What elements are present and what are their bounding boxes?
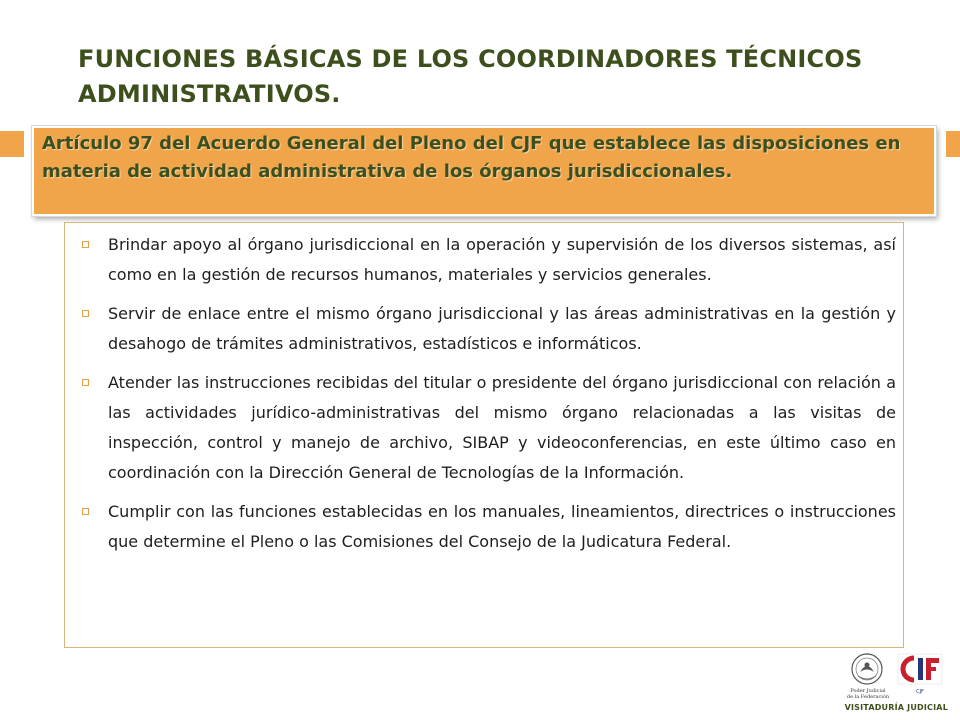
bullet-item [76,368,896,488]
bullet-text: Atender las instrucciones recibidas del titular o presidente del órgano jurisdiccional con relación a las actividades jurídico-administrativas del mismo órgano relacionadas a las visitas de inspección, control y manejo de archivo, SIBAP y videoconferencias, en este último caso en coordinación con la Dirección General de Tecnologías de la Información. [108,373,896,482]
square-bullet-icon [82,310,89,317]
bullet-item [76,230,896,290]
footer-label: VISITADURÍA JUDICIAL [844,703,948,712]
subtitle-text: Artículo 97 del Acuerdo General del Pleno del CJF que establece las disposiciones en materia de actividad administrativa de los órganos jurisdiccionales. [42,133,901,182]
bullet-text: Servir de enlace entre el mismo órgano jurisdiccional y las áreas administrativas en la gestión y desahogo de trámites administrativos, estadísticos e informáticos. [108,304,896,353]
bullet-text: Brindar apoyo al órgano jurisdiccional en la operación y supervisión de los diversos sistemas, así como en la gestión de recursos humanos, materiales y servicios generales. [108,235,896,284]
bullet-list [76,230,896,566]
poder-judicial-label [844,688,892,700]
bullet-text: Cumplir con las funciones establecidas en los manuales, lineamientos, directrices o instrucciones que determine el Pleno o las Comisiones del Consejo de la Judicatura Federal. [108,502,896,551]
cjf-logo-icon [896,652,944,700]
cjf-mark-text: CJF [916,689,924,695]
accent-bar-right [946,131,960,157]
square-bullet-icon [82,241,89,248]
square-bullet-icon [82,508,89,515]
pj-line-1: Poder Judicial [850,688,886,694]
accent-bar-left [0,131,24,157]
pj-line-2: de la Federación [846,694,890,700]
subtitle-banner [32,126,936,216]
bullet-item [76,299,896,359]
slide-title: FUNCIONES BÁSICAS DE LOS COORDINADORES TÉCNICOS ADMINISTRATIVOS. [78,45,863,108]
bullet-item [76,497,896,557]
square-bullet-icon [82,379,89,386]
